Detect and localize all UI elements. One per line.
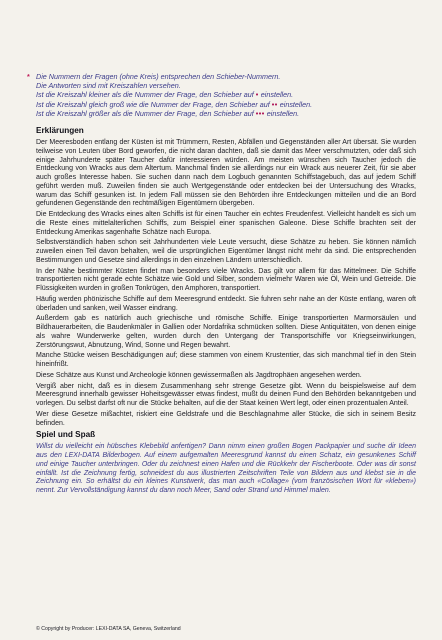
play-paragraph: Willst du vielleicht ein hübsches Klebebild anfertigen? Dann nimm einen großen Bogen Packpapier und suche dir Ideen aus den LEXI-DATA Bilderbogen. Auf einem aufgemalten Meeresgrund kannst du einen Schatz, ein gesunkenes Schiff und einige Taucher unterbringen. Oder du zeichnest einen Hafen und die Rückkehr der Fischerboote. Oder was dir sonst einfällt. Ist die Zeichnung fertig, schneidest du aus illustrierten Zeitschriften Teile von Bildern aus und klebst sie in die Zeichnung ein. So erhältst du ein kleines Kunstwerk, das man auch «Collage» (vom französischen Wort für «kleben») nennt. Zur Vervollständigung kannst du dann noch Meer, Sand oder Strand und Himmel malen.: [36, 443, 416, 494]
paragraph: Außerdem gab es natürlich auch griechische und römische Schiffe. Einige transportierten Marmorsäulen und Bildhauerarbeiten, die Baudenkmäler in Gallien oder Nordafrika schmücken sollten. Diese Antiquitäten, von denen einige als wahre Wunderwerke gelten, wurden durch den Untergang der Transportschiffe vor Kriegseinwirkungen, Zerstörungswut, Abnutzung, Wind, Sonne und Regen bewahrt.: [36, 315, 416, 349]
play-heading: Spiel und Spaß: [36, 430, 96, 440]
paragraph: Häufig werden phönizische Schiffe auf dem Meeresgrund entdeckt. Sie fuhren sehr nahe an der Küste entlang, waren oft überladen und sanken, weil Wasser eindrang.: [36, 295, 416, 312]
answer-key-note: [27, 72, 416, 118]
paragraph: Diese Schätze aus Kunst und Archeologie können gewissermaßen als Jagdtrophäen angesehen werden.: [36, 371, 362, 379]
note-line-2: Die Antworten sind mit Kreiszahlen versehen.: [36, 81, 181, 91]
paragraph: Manche Stücke weisen Beschädigungen auf; diese stammen von einem Krustentier, das sich manchmal tief in den Stein hineinfrißt.: [36, 352, 416, 368]
asterisk-marker: *: [27, 72, 30, 81]
paragraph: Die Entdeckung des Wracks eines alten Schiffs ist für einen Taucher ein echtes Freudenfest. Vielleicht handelt es sich um die Reste eines mittelalterlichen Schiffs, zum Beispiel einer spanischen Galeone. Diese Schiffe brachten seit der Entdeckung Amerikas sagenhafte Schätze nach Europa.: [36, 211, 416, 236]
note-line-1: Die Nummern der Fragen (ohne Kreis) entsprechen den Schieber-Nummern.: [36, 72, 281, 81]
note-line-4: [36, 100, 416, 109]
note-line-4-text: Ist die Kreiszahl gleich groß wie die Nummer der Frage, den Schieber auf: [36, 99, 270, 109]
copyright-footer: © Copyright by Producer: LEXI-DATA SA, Geneva, Switzerland: [36, 626, 181, 632]
note-line-5-suffix: einstellen.: [266, 108, 300, 118]
paragraph: In der Nähe bestimmter Küsten findet man besonders viele Wracks. Das gilt vor allem für das Mittelmeer. Die Schiffe transportierten nicht gerade echte Schätze wie Gold und Silber, sondern vielmehr Waren wie Öl, Wein und Getreide. Die Flüssigkeiten wurden in großen Tonkrügen, den Amphoren, transportiert.: [36, 267, 416, 292]
note-line-3-suffix: einstellen.: [260, 90, 294, 100]
note-line-5-text: Ist die Kreiszahl größer als die Nummer der Frage, den Schieber auf: [36, 108, 254, 118]
paragraph: Selbstverständlich haben schon seit Jahrhunderten viele Leute versucht, diese Schätze zu heben. Sie können nämlich zuweilen einen Teil davon behalten, weil die ursprünglichen Eigentümer längst nicht mehr da sind. Die entsprechenden Bestimmungen und Gesetze sind allerdings in den einzelnen Ländern unterschiedlich.: [36, 239, 416, 264]
note-line-5: [36, 109, 416, 118]
triple-dot-icon: •••: [255, 108, 265, 118]
paragraph: Vergiß aber nicht, daß es in diesem Zusammenhang sehr strenge Gesetze gibt. Wenn du beispielsweise auf dem Meeresgrund innerhalb gewisser Hoheitsgewässer etwas findest, mußt du deinen Fund den Behörden bekanntgeben und vorlegen. Du selbst darfst oft nur die Stücke behalten, auf die der Staat keinen Wert legt, oder einen prozentualen Anteil.: [36, 382, 416, 407]
main-content: [36, 126, 416, 498]
paragraph: Der Meeresboden entlang der Küsten ist mit Trümmern, Resten, Abfällen und Gegenständen aller Art übersät. Sie wurden teilweise von Leuten über Bord geworfen, die nicht daran dachten, daß sie damit das Meer verschmutzten, oder daß sich einige Jahrhunderte später Taucher dafür interessieren würden. Am meisten wünschen sich Taucher jedoch die Entdeckung von Wracks aus dem Altertum. Manchmal finden sie allerdings nur ein Wrack aus neuerer Zeit, für sie aber auch großes Interesse haben. Sie suchen dann nach dem Logbuch genannten Schiffstagebuch, das auf jedem Schiff geführt werden muß. Zuweilen finden sie auch Wertgegenstände oder entdecken bei der Untersuchung des Wracks, warum das Schiff gesunken ist. In jedem Fall müssen sie den Behörden ihre Entdeckungen mitteilen und die an Bord gefundenen Gegenstände den rechtmäßigen Eigentümern übergeben.: [36, 139, 416, 208]
note-line-3-text: Ist die Kreiszahl kleiner als die Nummer der Frage, den Schieber auf: [36, 90, 254, 100]
paragraph: Wer diese Gesetze mißachtet, riskiert eine Geldstrafe und die Beschlagnahme aller Stücke, die sich in seinem Besitz befinden.: [36, 410, 416, 427]
note-line-3: [36, 90, 416, 99]
double-dot-icon: ••: [271, 99, 278, 109]
single-dot-icon: •: [255, 90, 259, 100]
note-line-4-suffix: einstellen.: [279, 99, 313, 109]
explanations-heading: Erklärungen: [36, 126, 84, 135]
